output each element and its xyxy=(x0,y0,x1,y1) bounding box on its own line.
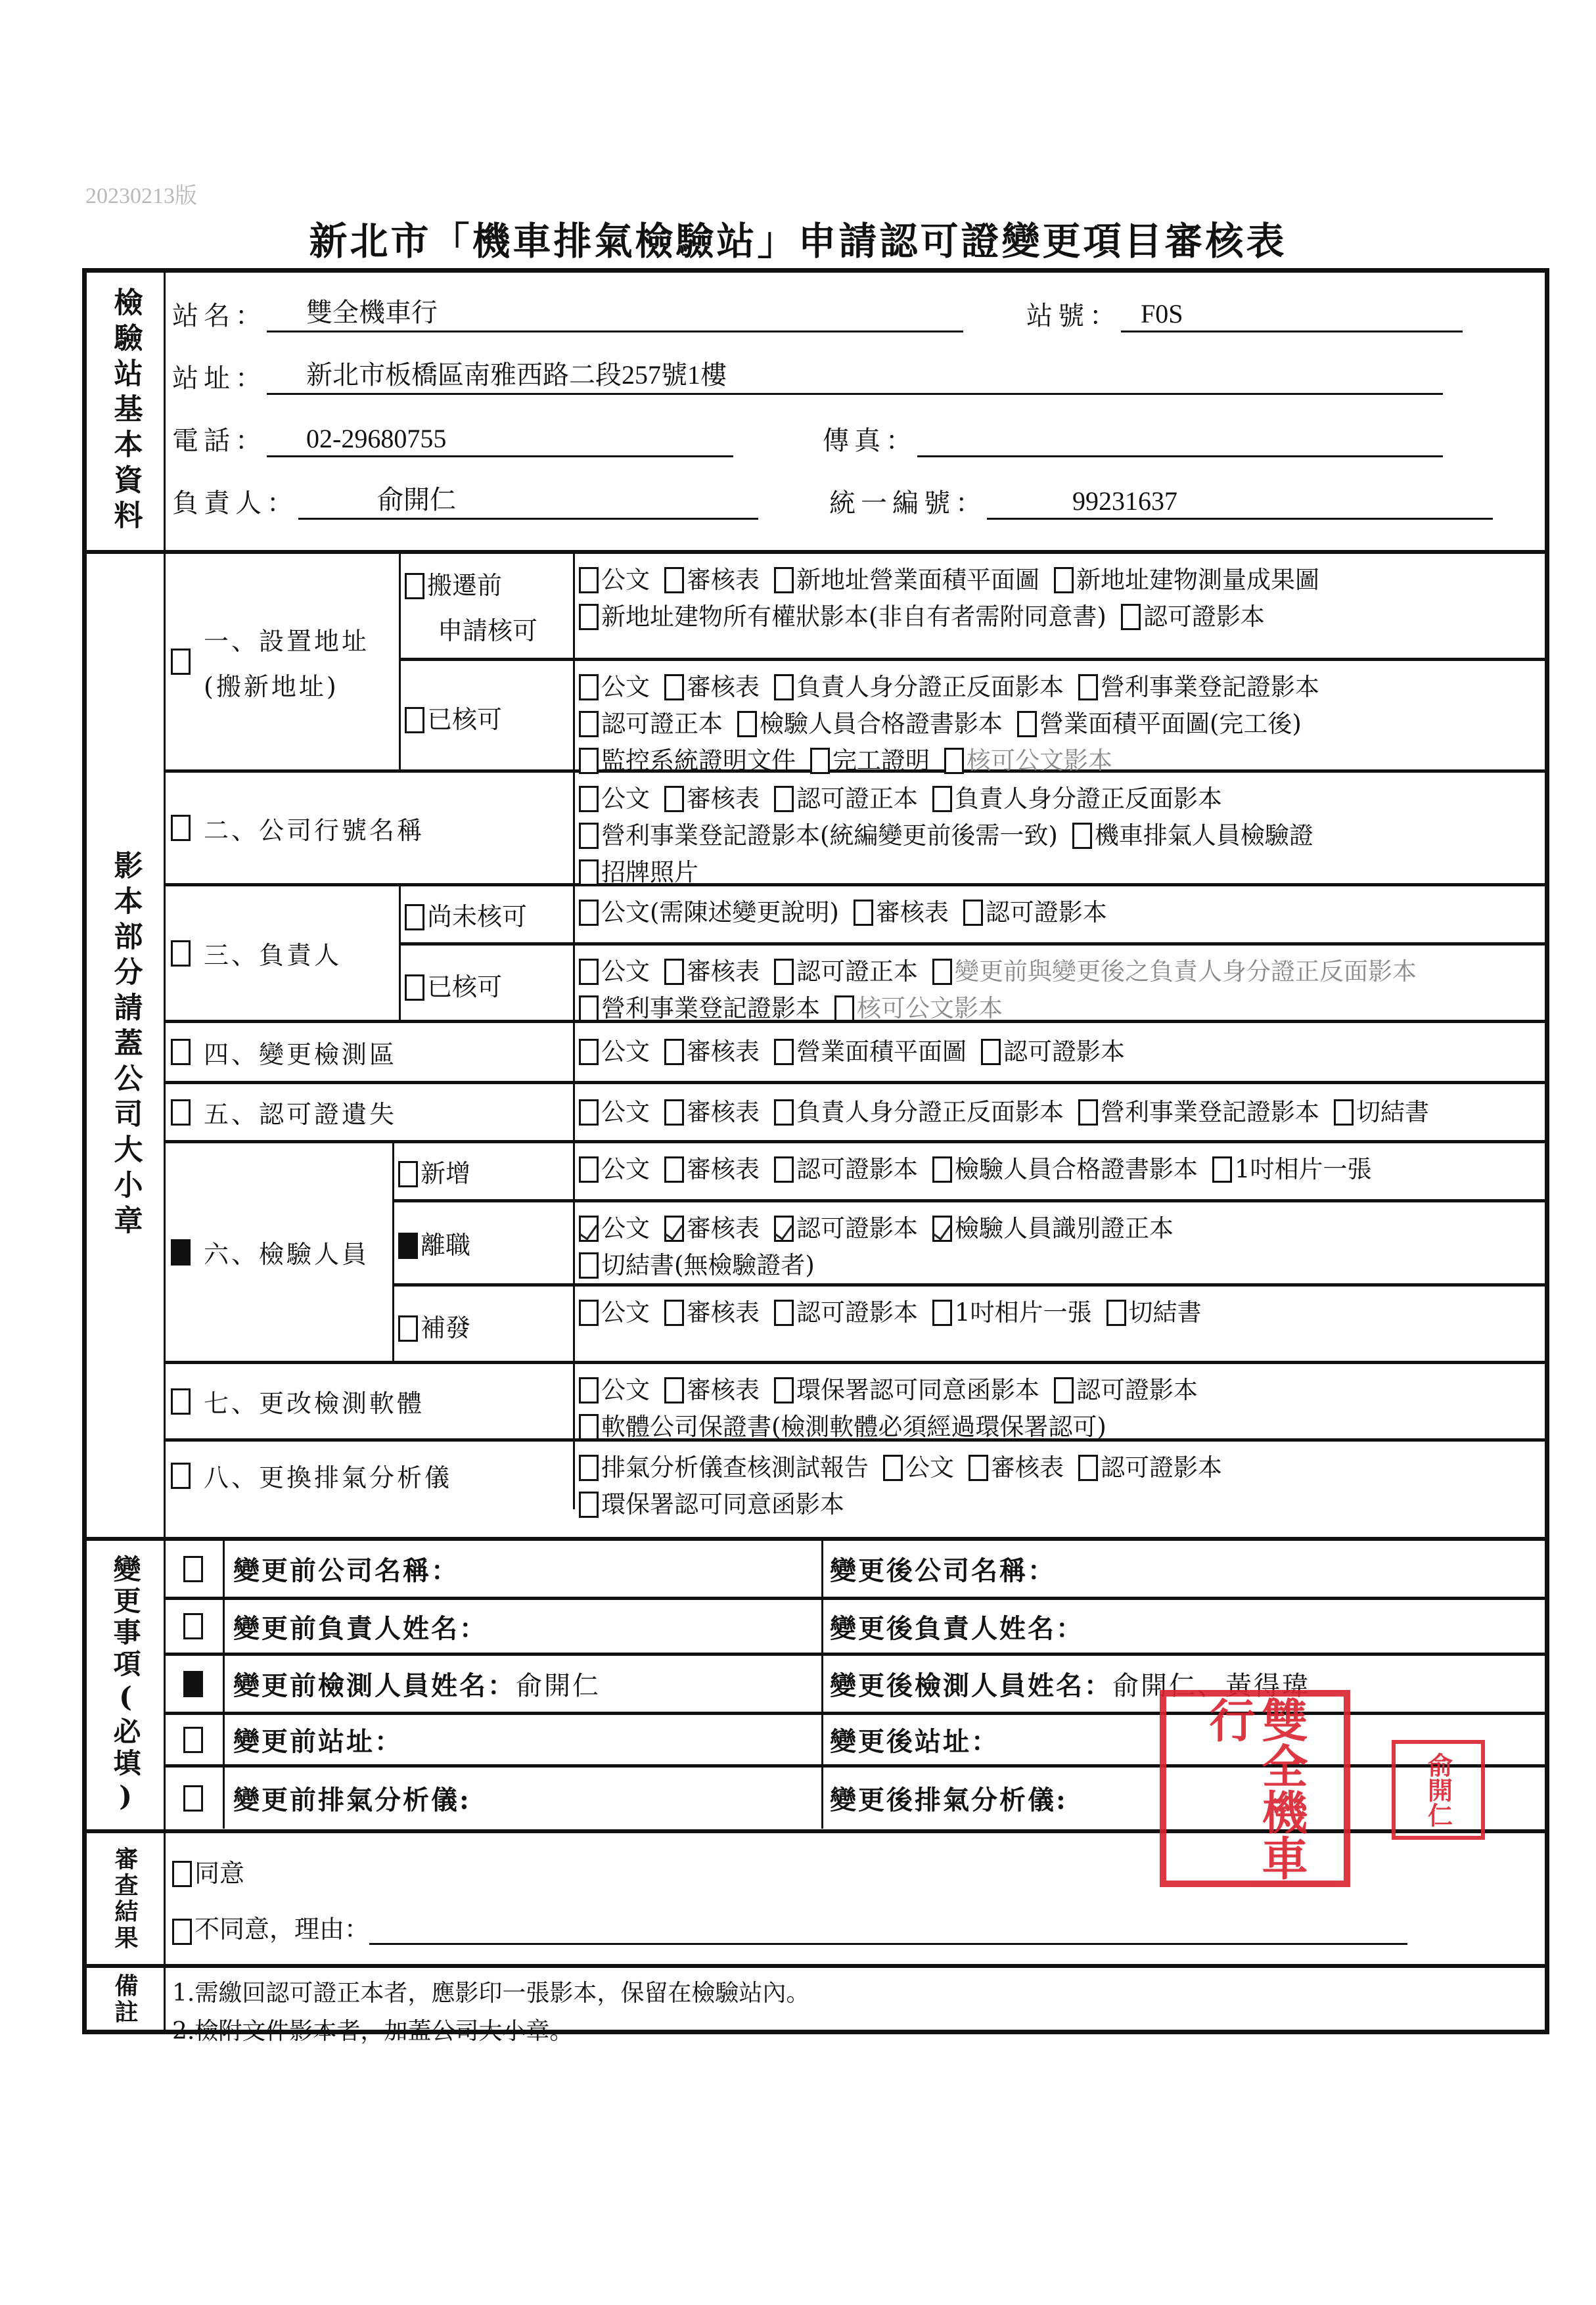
document-checkbox[interactable] xyxy=(883,1455,903,1481)
document-checkbox[interactable] xyxy=(932,959,952,985)
document-list xyxy=(573,1364,1545,1441)
document-label: 認可證影本 xyxy=(1003,1038,1125,1066)
document-label: 營利事業登記證影本 xyxy=(601,994,820,1022)
copy-item-row xyxy=(166,886,1545,1023)
sub-option-label: 尚未核可 xyxy=(427,902,528,931)
fax-label: 傳真： xyxy=(823,426,917,456)
owner-field[interactable]: 俞開仁 xyxy=(298,480,758,520)
copy-item-row xyxy=(166,554,1545,773)
change-checkbox[interactable] xyxy=(183,1785,203,1812)
document-checkbox[interactable] xyxy=(774,1300,794,1326)
document-list xyxy=(573,661,1545,773)
document-label: 公文 xyxy=(601,566,650,594)
document-list xyxy=(573,1143,1545,1202)
document-label: 變更前與變更後之負責人身分證正反面影本 xyxy=(955,957,1417,986)
station-name-label: 站名： xyxy=(172,301,267,331)
changes-heading: 變更事項(必填) xyxy=(109,1554,142,1816)
document-checkbox[interactable] xyxy=(579,748,599,774)
document-label: 切結書(無檢驗證者) xyxy=(601,1251,815,1279)
sub-option-checkbox[interactable] xyxy=(405,904,424,930)
address-label: 站址： xyxy=(172,363,267,394)
document-label: 認可證正本 xyxy=(796,957,918,986)
document-label: 公文 xyxy=(601,1298,650,1327)
document-label: 認可證影本 xyxy=(796,1155,918,1183)
document-checkbox[interactable] xyxy=(664,959,684,985)
reason-field[interactable] xyxy=(369,1917,1407,1945)
document-label: 公文 xyxy=(601,957,650,986)
notes-section xyxy=(87,1968,1545,2045)
change-label: 變更後檢測人員姓名： xyxy=(830,1670,1112,1701)
document-checkbox[interactable] xyxy=(1078,674,1098,700)
note-line: 1.需繳回認可證正本者，應影印一張影本，保留在檢驗站內。 xyxy=(172,1980,810,2007)
document-checkbox[interactable] xyxy=(944,748,964,774)
sub-option-label: 離職 xyxy=(421,1231,471,1260)
document-checkbox[interactable] xyxy=(579,604,599,630)
document-checkbox[interactable] xyxy=(664,1377,684,1404)
document-label: 審核表 xyxy=(991,1453,1064,1482)
document-checkbox[interactable] xyxy=(579,1414,599,1440)
change-row xyxy=(166,1541,1545,1600)
document-label: 公文 xyxy=(905,1453,954,1482)
sub-option-label-2: 申請核可 xyxy=(438,616,538,645)
item-label: 七、更改檢測軟體 xyxy=(204,1389,425,1418)
document-label: 公文 xyxy=(601,1038,650,1066)
form-title: 新北市「機車排氣檢驗站」申請認可證變更項目審核表 xyxy=(309,219,1287,263)
owner-seal-text: 俞開仁 xyxy=(1423,1752,1453,1827)
document-checkbox[interactable] xyxy=(1212,1156,1232,1183)
change-label: 變更前檢測人員姓名： xyxy=(233,1670,516,1701)
document-label: 軟體公司保證書(檢測軟體必須經過環保署認可) xyxy=(601,1413,1106,1441)
notes-heading: 備註 xyxy=(111,1973,139,2026)
document-label: 營業面積平面圖(完工後) xyxy=(1039,710,1302,738)
document-checkbox[interactable] xyxy=(774,786,794,812)
item-label: 八、更換排氣分析儀 xyxy=(204,1463,453,1492)
change-checkbox[interactable] xyxy=(183,1671,203,1697)
document-label: 招牌照片 xyxy=(601,858,698,886)
change-label: 變更後負責人姓名： xyxy=(830,1612,1084,1644)
document-label: 檢驗人員合格證書影本 xyxy=(760,710,1003,738)
document-label: 切結書 xyxy=(1128,1298,1202,1327)
note-line: 2.檢附文件影本者，加蓋公司大小章。 xyxy=(172,2018,574,2045)
item-checkbox[interactable] xyxy=(171,1039,191,1065)
document-label: 審核表 xyxy=(687,785,760,813)
document-label: 核可公文影本 xyxy=(857,994,1003,1022)
item-checkbox[interactable] xyxy=(171,1463,191,1489)
copies-heading: 影本部分請蓋公司大小章 xyxy=(108,850,143,1241)
document-checkbox[interactable] xyxy=(664,674,684,700)
document-list xyxy=(573,946,1545,1023)
document-checkbox[interactable] xyxy=(579,1156,599,1183)
sub-option-checkbox[interactable] xyxy=(398,1315,418,1342)
item-checkbox[interactable] xyxy=(171,1239,191,1266)
document-checkbox[interactable] xyxy=(664,1216,684,1242)
document-label: 公文 xyxy=(601,1155,650,1183)
document-label: 審核表 xyxy=(687,1155,760,1183)
change-value[interactable]: 俞開仁 xyxy=(516,1671,601,1701)
copies-section xyxy=(87,554,1545,1541)
change-checkbox[interactable] xyxy=(183,1613,203,1639)
document-label: 審核表 xyxy=(875,898,949,926)
document-checkbox[interactable] xyxy=(1054,567,1074,593)
agree-label: 同意 xyxy=(194,1859,245,1888)
sub-option-checkbox[interactable] xyxy=(398,1161,418,1187)
document-checkbox[interactable] xyxy=(579,786,599,812)
item-label: 五、認可證遺失 xyxy=(204,1100,398,1129)
document-label: 檢驗人員識別證正本 xyxy=(955,1214,1174,1243)
change-checkbox[interactable] xyxy=(183,1727,203,1753)
item-checkbox[interactable] xyxy=(171,1099,191,1126)
phone-field[interactable]: 02-29680755 xyxy=(267,417,733,457)
copy-item-row xyxy=(166,1023,1545,1084)
document-checkbox[interactable] xyxy=(579,1099,599,1126)
document-label: 認可證影本 xyxy=(985,898,1107,926)
document-checkbox[interactable] xyxy=(1078,1455,1098,1481)
document-checkbox[interactable] xyxy=(664,1156,684,1183)
document-checkbox[interactable] xyxy=(774,1156,794,1183)
document-checkbox[interactable] xyxy=(834,995,854,1022)
station-name-field[interactable]: 雙全機車行 xyxy=(267,292,963,332)
document-label: 認可證影本 xyxy=(1076,1376,1198,1404)
document-label: 完工證明 xyxy=(832,746,930,775)
change-value[interactable]: 俞開仁、黃得瑋 xyxy=(1112,1671,1310,1701)
document-label: 認可證正本 xyxy=(601,710,723,738)
document-label: 1吋相片一張 xyxy=(955,1298,1092,1327)
document-checkbox[interactable] xyxy=(774,1099,794,1126)
document-label: 負責人身分證正反面影本 xyxy=(955,785,1222,813)
sub-option xyxy=(399,554,573,661)
document-label: 公文(需陳述變更說明) xyxy=(601,898,839,926)
document-checkbox[interactable] xyxy=(1078,1099,1098,1126)
change-label: 變更後公司名稱： xyxy=(830,1555,1056,1586)
document-checkbox[interactable] xyxy=(579,995,599,1022)
sub-option-label: 搬遷前 xyxy=(427,571,503,600)
document-list xyxy=(573,1442,1545,1518)
document-checkbox[interactable] xyxy=(579,1252,599,1279)
document-checkbox[interactable] xyxy=(579,859,599,886)
sub-option-label: 新增 xyxy=(421,1159,471,1188)
document-checkbox[interactable] xyxy=(579,1455,599,1481)
document-list xyxy=(573,1084,1545,1140)
document-checkbox[interactable] xyxy=(774,674,794,700)
sub-option-checkbox[interactable] xyxy=(405,573,424,599)
item-label: 二、公司行號名稱 xyxy=(204,815,425,845)
document-label: 檢驗人員合格證書影本 xyxy=(955,1155,1198,1183)
document-label: 新地址建物所有權狀影本(非自有者需附同意書) xyxy=(601,603,1106,631)
tax-id-field[interactable]: 99231637 xyxy=(987,480,1493,520)
document-label: 公文 xyxy=(601,785,650,813)
document-checkbox[interactable] xyxy=(774,567,794,593)
document-checkbox[interactable] xyxy=(737,711,757,737)
address-field[interactable]: 新北市板橋區南雅西路二段257號1樓 xyxy=(267,355,1443,395)
document-checkbox[interactable] xyxy=(969,1455,988,1481)
document-label: 營利事業登記證影本 xyxy=(1101,1097,1319,1126)
version-label: 20230213版 xyxy=(85,184,197,208)
sub-option-label: 已核可 xyxy=(427,972,503,1001)
copy-item-row xyxy=(166,1442,1545,1518)
document-label: 切結書 xyxy=(1356,1097,1429,1126)
company-seal-text: 雙全機車行 xyxy=(1202,1697,1309,1881)
document-checkbox[interactable] xyxy=(579,959,599,985)
document-label: 審核表 xyxy=(687,1038,760,1066)
document-label: 核可公文影本 xyxy=(967,746,1112,775)
station-no-label: 站號： xyxy=(1026,301,1121,331)
document-label: 審核表 xyxy=(687,1214,760,1243)
document-label: 負責人身分證正反面影本 xyxy=(796,673,1064,701)
copy-item-row xyxy=(166,1364,1545,1442)
document-label: 認可證影本 xyxy=(796,1214,918,1243)
document-checkbox[interactable] xyxy=(932,1300,952,1326)
agree-checkbox[interactable] xyxy=(172,1861,192,1887)
document-checkbox[interactable] xyxy=(854,900,873,926)
document-list xyxy=(573,773,1545,886)
document-checkbox[interactable] xyxy=(579,1216,599,1242)
item-sublabel: (搬新地址) xyxy=(204,672,339,701)
sub-option xyxy=(399,886,573,946)
document-label: 審核表 xyxy=(687,957,760,986)
document-checkbox[interactable] xyxy=(579,1492,599,1518)
document-checkbox[interactable] xyxy=(664,786,684,812)
document-checkbox[interactable] xyxy=(1121,604,1141,630)
item-label: 一、設置地址 xyxy=(204,627,370,656)
document-label: 監控系統證明文件 xyxy=(601,746,796,775)
document-label: 公文 xyxy=(601,673,650,701)
sub-option-checkbox[interactable] xyxy=(405,707,424,733)
document-label: 環保署認可同意函影本 xyxy=(601,1490,844,1518)
document-label: 審核表 xyxy=(687,1376,760,1404)
document-checkbox[interactable] xyxy=(579,711,599,737)
document-label: 認可證正本 xyxy=(796,785,918,813)
document-label: 新地址營業面積平面圖 xyxy=(796,566,1039,594)
phone-label: 電話： xyxy=(172,426,267,456)
document-checkbox[interactable] xyxy=(1054,1377,1074,1404)
document-label: 負責人身分證正反面影本 xyxy=(796,1097,1064,1126)
item-label: 三、負責人 xyxy=(204,941,342,970)
document-checkbox[interactable] xyxy=(579,1039,599,1065)
sub-option-checkbox[interactable] xyxy=(405,974,424,1001)
change-label: 變更後排氣分析儀: xyxy=(830,1785,1068,1815)
document-label: 審核表 xyxy=(687,673,760,701)
item-checkbox[interactable] xyxy=(171,1388,191,1415)
document-label: 營業面積平面圖 xyxy=(796,1038,967,1066)
review-heading: 審查結果 xyxy=(111,1846,139,1951)
disagree-checkbox[interactable] xyxy=(172,1919,192,1945)
sub-option-label: 已核可 xyxy=(427,704,503,734)
document-checkbox[interactable] xyxy=(1017,711,1037,737)
document-checkbox[interactable] xyxy=(1334,1099,1354,1126)
document-list xyxy=(573,1202,1545,1287)
copy-item-row xyxy=(166,1084,1545,1143)
document-checkbox[interactable] xyxy=(579,900,599,926)
document-label: 機車排氣人員檢驗證 xyxy=(1094,821,1313,850)
fax-field[interactable] xyxy=(917,417,1443,457)
document-checkbox[interactable] xyxy=(774,1216,794,1242)
document-checkbox[interactable] xyxy=(664,1099,684,1126)
document-label: 營利事業登記證影本(統編變更前後需一致) xyxy=(601,821,1058,850)
document-label: 認可證影本 xyxy=(1101,1453,1222,1482)
company-seal xyxy=(1160,1690,1350,1887)
document-label: 1吋相片一張 xyxy=(1235,1155,1372,1183)
document-list xyxy=(573,1023,1545,1081)
document-list xyxy=(573,554,1545,661)
document-checkbox[interactable] xyxy=(1072,823,1092,849)
change-label: 變更前站址： xyxy=(233,1726,403,1757)
disagree-label: 不同意，理由： xyxy=(194,1915,370,1944)
document-label: 認可證影本 xyxy=(1143,603,1265,631)
sub-option-label: 補發 xyxy=(421,1313,471,1342)
document-checkbox[interactable] xyxy=(664,567,684,593)
document-checkbox[interactable] xyxy=(579,674,599,700)
owner-label: 負責人： xyxy=(172,488,298,518)
sub-option xyxy=(399,661,573,773)
sub-option-checkbox[interactable] xyxy=(398,1233,418,1259)
document-checkbox[interactable] xyxy=(774,1377,794,1404)
sub-option xyxy=(392,1143,573,1202)
sub-option xyxy=(392,1287,573,1364)
document-checkbox[interactable] xyxy=(774,1039,794,1065)
document-label: 公文 xyxy=(601,1214,650,1243)
document-checkbox[interactable] xyxy=(579,823,599,849)
owner-seal xyxy=(1392,1740,1485,1840)
document-checkbox[interactable] xyxy=(810,748,830,774)
change-row xyxy=(166,1600,1545,1656)
item-label: 六、檢驗人員 xyxy=(204,1240,370,1269)
basic-info-section xyxy=(87,273,1545,554)
copy-item-row xyxy=(166,1143,1545,1364)
change-checkbox[interactable] xyxy=(183,1556,203,1582)
document-label: 新地址建物測量成果圖 xyxy=(1076,566,1319,594)
document-label: 審核表 xyxy=(687,1097,760,1126)
document-label: 認可證影本 xyxy=(796,1298,918,1327)
change-label: 變更前公司名稱： xyxy=(233,1555,459,1586)
tax-id-label: 統一編號： xyxy=(829,488,987,518)
document-label: 公文 xyxy=(601,1376,650,1404)
sub-option xyxy=(392,1202,573,1287)
document-checkbox[interactable] xyxy=(579,567,599,593)
sub-option xyxy=(399,946,573,1023)
document-checkbox[interactable] xyxy=(774,959,794,985)
document-list xyxy=(573,1287,1545,1364)
document-checkbox[interactable] xyxy=(579,1377,599,1404)
document-checkbox[interactable] xyxy=(664,1039,684,1065)
document-checkbox[interactable] xyxy=(932,1156,952,1183)
item-checkbox[interactable] xyxy=(171,940,191,967)
document-label: 審核表 xyxy=(687,1298,760,1327)
document-label: 排氣分析儀查核測試報告 xyxy=(601,1453,869,1482)
document-checkbox[interactable] xyxy=(932,1216,952,1242)
document-label: 營利事業登記證影本 xyxy=(1101,673,1319,701)
document-checkbox[interactable] xyxy=(963,900,983,926)
copy-item-row xyxy=(166,773,1545,886)
document-checkbox[interactable] xyxy=(579,1300,599,1326)
document-label: 環保署認可同意函影本 xyxy=(796,1376,1039,1404)
document-label: 公文 xyxy=(601,1097,650,1126)
basic-info-heading: 檢驗站基本資料 xyxy=(108,287,143,536)
document-checkbox[interactable] xyxy=(1106,1300,1126,1326)
document-list xyxy=(573,886,1545,946)
change-label: 變更後站址： xyxy=(830,1726,999,1757)
item-label: 四、變更檢測區 xyxy=(204,1039,398,1069)
change-label: 變更前負責人姓名： xyxy=(233,1612,488,1644)
document-checkbox[interactable] xyxy=(932,786,952,812)
station-no-field[interactable]: F0S xyxy=(1121,292,1463,332)
document-label: 審核表 xyxy=(687,566,760,594)
change-label: 變更前排氣分析儀: xyxy=(233,1785,471,1815)
item-checkbox[interactable] xyxy=(171,815,191,841)
document-checkbox[interactable] xyxy=(981,1039,1001,1065)
document-checkbox[interactable] xyxy=(664,1300,684,1326)
item-checkbox[interactable] xyxy=(171,649,191,675)
